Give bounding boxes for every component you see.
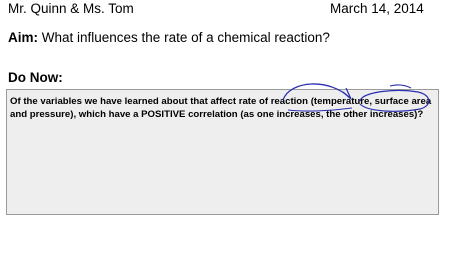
date-label: March 14, 2014: [330, 1, 424, 16]
do-now-heading: Do Now:: [8, 70, 63, 85]
aim-line: [8, 30, 330, 45]
do-now-box: [6, 89, 439, 215]
aim-text: What influences the rate of a chemical reaction?: [38, 30, 330, 45]
teacher-names: Mr. Quinn & Ms. Tom: [8, 1, 134, 16]
ink-tick-mark: [390, 85, 411, 88]
aim-label: Aim:: [8, 30, 38, 45]
do-now-question: Of the variables we have learned about that affect rate of reaction (temperature, surface area and pressure), which have a POSITIVE correlation (as one increases, the other increases)?: [10, 96, 432, 120]
